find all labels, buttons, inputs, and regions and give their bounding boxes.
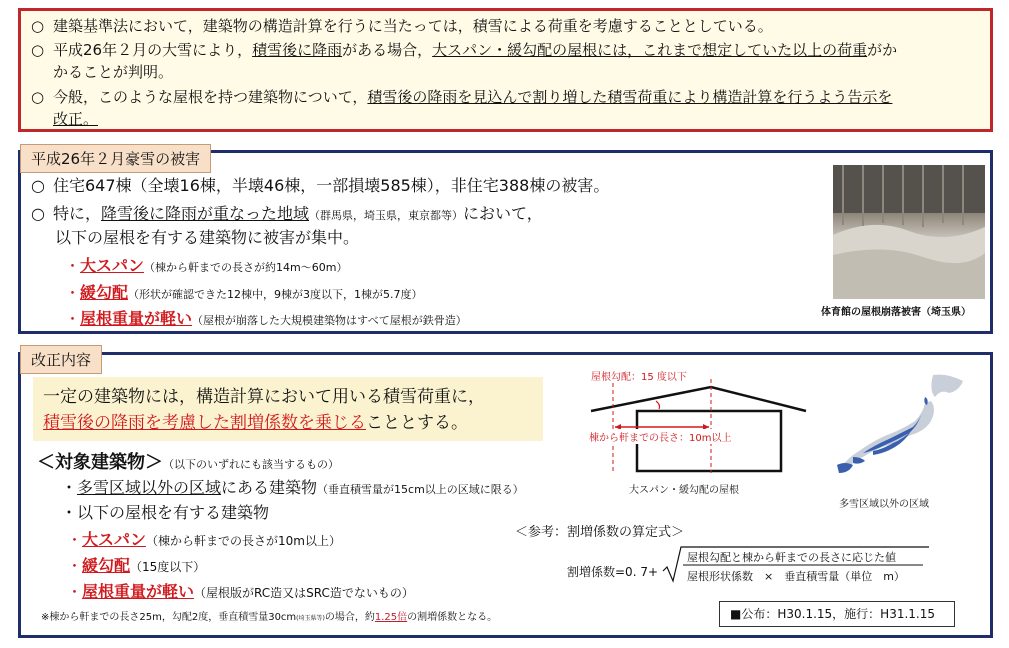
snow-region-map	[813, 369, 983, 481]
damage-line-2: ○ 特に，降雪後に降雨が重なった地域（群馬県，埼玉県，東京都等）において，	[31, 204, 543, 223]
revision-item: ・屋根重量が軽い（屋根版がRC造又はSRC造でないもの）	[67, 582, 414, 601]
formula-lhs: 割増係数=0. 7+	[567, 565, 659, 579]
damage-item: ・大スパン（棟から軒までの長さが約14m～60m）	[65, 256, 348, 275]
map-caption: 多雪区域以外の区域	[839, 499, 929, 510]
bullet-circle: ○	[31, 17, 45, 35]
target-title: ＜対象建築物＞（以下のいずれにも該当するもの）	[37, 452, 339, 473]
revision-item: ・緩勾配（15度以下）	[67, 556, 206, 575]
damage-tab: 平成26年２月豪雪の被害	[20, 144, 211, 173]
photo-illustration	[833, 165, 985, 299]
target-cond-1: ・多雪区域以外の区域にある建築物（垂直積雪量が15cm以上の区域に限る）	[61, 478, 524, 497]
roof-diagram	[581, 363, 821, 491]
summary-line-2-cont: かることが判明。	[53, 63, 174, 81]
formula-denominator: 屋根形状係数 × 垂直積雪量（単位 m）	[687, 570, 905, 583]
japan-map-icon	[813, 369, 983, 481]
summary-line-1: ○ 建築基準法において，建築物の構造計算を行うに当たっては，積雪による荷重を考慮することとしている。	[31, 17, 773, 35]
bullet-circle: ○	[31, 41, 45, 59]
formula-numerator: 屋根勾配と棟から軒までの長さに応じた値	[687, 551, 896, 564]
revision-item: ・大スパン（棟から軒までの長さが10m以上）	[67, 530, 341, 549]
damage-item: ・緩勾配（形状が確認できた12棟中，9棟が3度以下，1棟が5.7度）	[65, 283, 423, 302]
slope-label: 屋根勾配：15 度以下	[591, 372, 687, 383]
footnote: ※棟から軒までの長さ25m，勾配2度，垂直積雪量30cm(埼玉県等)の場合，約1.25倍の割増係数となる。	[41, 612, 498, 623]
summary-line-2: ○ 平成26年２月の大雪により，積雪後に降雨がある場合，大スパン・緩勾配の屋根には，これまで想定していた以上の荷重がか	[31, 41, 898, 59]
damage-panel	[18, 150, 993, 334]
summary-line-3-cont: 改正。	[53, 110, 99, 128]
bullet-circle: ○	[31, 88, 45, 106]
formula-title: ＜参考：割増係数の算定式＞	[515, 525, 685, 540]
damage-line-3: 以下の屋根を有する建築物に被害が集中。	[55, 228, 360, 247]
revision-tab: 改正内容	[20, 345, 102, 374]
dates-box: ■公布：H30.1.15，施行：H31.1.15	[719, 601, 955, 627]
formula-fraction	[661, 545, 931, 585]
roof-diagram-caption: 大スパン・緩勾配の屋根	[629, 485, 739, 496]
collapsed-gym-roof-photo	[833, 165, 985, 299]
revision-callout: 一定の建築物には，構造計算において用いる積雪荷重に， 積雪後の降雨を考慮した割増係数を乗じることとする。	[33, 377, 543, 441]
photo-caption: 体育館の屋根崩落被害（埼玉県）	[821, 307, 971, 318]
damage-item: ・屋根重量が軽い（屋根が崩落した大規模建築物はすべて屋根が鉄骨造）	[65, 309, 467, 328]
summary-line-3: ○ 今般，このような屋根を持つ建築物について，積雪後の降雨を見込んで割り増した積雪荷重により構造計算を行うよう告示を	[31, 88, 893, 106]
summary-box	[18, 8, 993, 132]
damage-line-1: ○ 住宅647棟（全壊16棟，半壊46棟，一部損壊585棟），非住宅388棟の被害。	[31, 176, 610, 195]
span-label: 棟から軒までの長さ：10m以上	[589, 429, 731, 444]
revision-panel	[18, 352, 993, 638]
target-cond-2: ・以下の屋根を有する建築物	[61, 503, 270, 522]
